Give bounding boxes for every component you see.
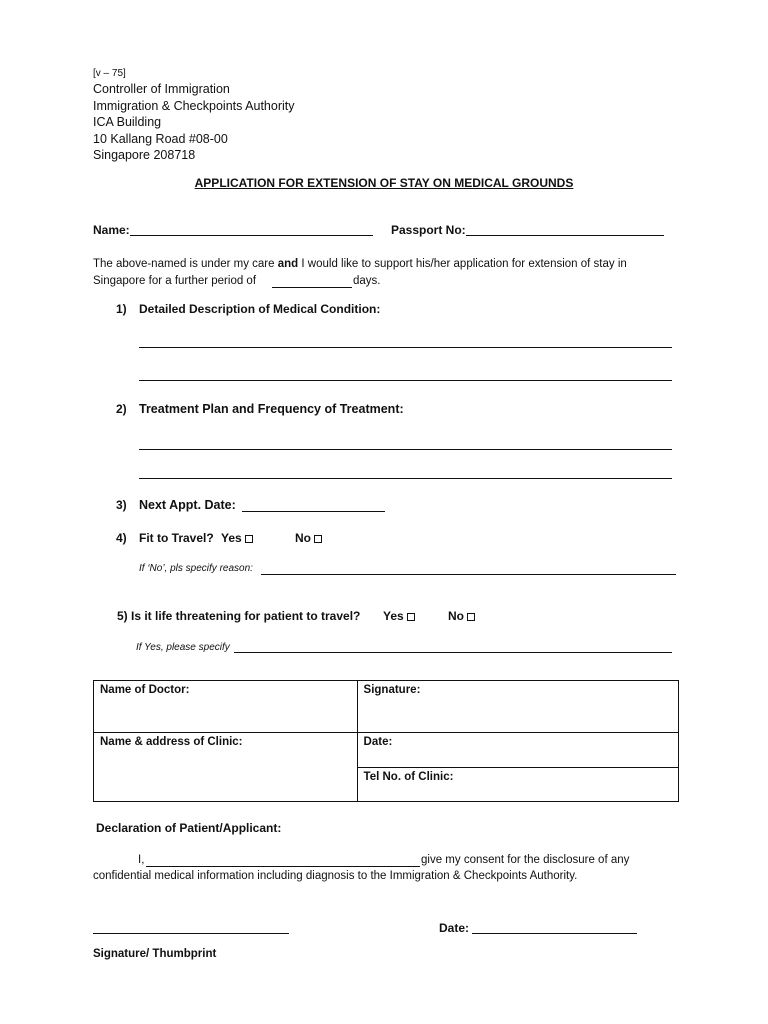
declaration-date-field[interactable]: [472, 933, 637, 934]
checkbox-icon[interactable]: [467, 613, 475, 621]
life-threatening-yes[interactable]: [383, 609, 415, 623]
fit-to-travel-yes-label: Yes: [221, 531, 242, 545]
q1-line-2[interactable]: [139, 380, 672, 381]
form-reference: [v – 75]: [93, 68, 126, 79]
checkbox-icon[interactable]: [407, 613, 415, 621]
q2-line-1[interactable]: [139, 449, 672, 450]
address-line-4: 10 Kallang Road #08-00: [93, 131, 228, 146]
clinic-tel-label: Tel No. of Clinic:: [363, 770, 454, 783]
q3-number: 3): [116, 498, 127, 512]
address-block: [93, 81, 294, 164]
checkbox-icon[interactable]: [245, 535, 253, 543]
q5-specify-label: If Yes, please specify: [136, 642, 230, 653]
declaration-consent-b: confidential medical information including diagnosis to the Immigration & Checkpoints Authority.: [93, 870, 578, 882]
q2-line-2[interactable]: [139, 478, 672, 479]
clinic-tel-cell[interactable]: [357, 767, 678, 801]
q1-line-1[interactable]: [139, 347, 672, 348]
fit-to-travel-no-label: No: [295, 531, 311, 545]
period-days-field[interactable]: [272, 287, 352, 288]
date-cell[interactable]: [357, 733, 678, 767]
support-text-b: I would like to support his/her application for extension of stay in: [301, 258, 627, 270]
passport-field[interactable]: [466, 235, 664, 236]
signature-field[interactable]: [93, 933, 289, 934]
doctor-name-cell[interactable]: [94, 681, 358, 733]
form-title: APPLICATION FOR EXTENSION OF STAY ON MEDICAL GROUNDS: [194, 176, 574, 190]
address-line-3: ICA Building: [93, 115, 162, 129]
address-line-5: Singapore 208718: [93, 148, 196, 162]
fit-to-travel-yes[interactable]: [221, 531, 253, 545]
name-label: Name:: [93, 223, 130, 237]
declaration-heading: Declaration of Patient/Applicant:: [96, 821, 282, 835]
clinic-address-cell[interactable]: [94, 733, 358, 802]
name-field[interactable]: [130, 235, 373, 236]
passport-label: Passport No:: [391, 223, 466, 237]
checkbox-icon[interactable]: [314, 535, 322, 543]
support-text-line-2: [93, 275, 256, 287]
q3-label: Next Appt. Date:: [139, 498, 236, 512]
declaration-i: I,: [138, 854, 145, 866]
q1-number: 1): [116, 302, 127, 316]
q4-label: Fit to Travel?: [139, 531, 214, 545]
q4-number: 4): [116, 531, 127, 545]
signature-label: Signature:: [363, 684, 421, 696]
date-label: Date:: [363, 736, 393, 749]
q5-specify-field[interactable]: [234, 652, 672, 653]
support-text-and: and: [277, 258, 299, 270]
doctor-name-label: Name of Doctor:: [100, 684, 190, 696]
q4-reason-label: If ‘No’, pls specify reason:: [139, 563, 253, 574]
address-line-2: Immigration & Checkpoints Authority: [93, 98, 295, 113]
life-threatening-no[interactable]: [448, 609, 475, 623]
declaration-consent-a: give my consent for the disclosure of any: [421, 854, 630, 866]
next-appt-date-field[interactable]: [242, 511, 385, 512]
clinic-address-label: Name & address of Clinic:: [100, 736, 243, 749]
q2-label: Treatment Plan and Frequency of Treatment:: [139, 402, 404, 416]
life-threatening-yes-label: Yes: [383, 609, 404, 623]
q5-label: 5) Is it life threatening for patient to travel?: [117, 609, 361, 623]
declaration-date-label: Date:: [439, 921, 470, 935]
support-text-line-1: [93, 258, 627, 270]
fit-to-travel-no[interactable]: [295, 531, 322, 545]
doctor-details-table: [93, 680, 679, 802]
life-threatening-no-label: No: [448, 609, 464, 623]
address-line-1: Controller of Immigration: [93, 82, 230, 96]
q4-reason-field[interactable]: [261, 574, 676, 575]
applicant-name-field[interactable]: [146, 866, 420, 867]
signature-cell[interactable]: [357, 681, 678, 733]
q2-number: 2): [116, 402, 127, 416]
signature-thumbprint-label: Signature/ Thumbprint: [93, 948, 217, 960]
support-text-c: Singapore for a further period of: [93, 275, 257, 287]
support-text-a: The above-named is under my care: [93, 258, 275, 270]
support-text-days: days.: [353, 275, 381, 287]
q1-label: Detailed Description of Medical Condition:: [139, 302, 381, 316]
